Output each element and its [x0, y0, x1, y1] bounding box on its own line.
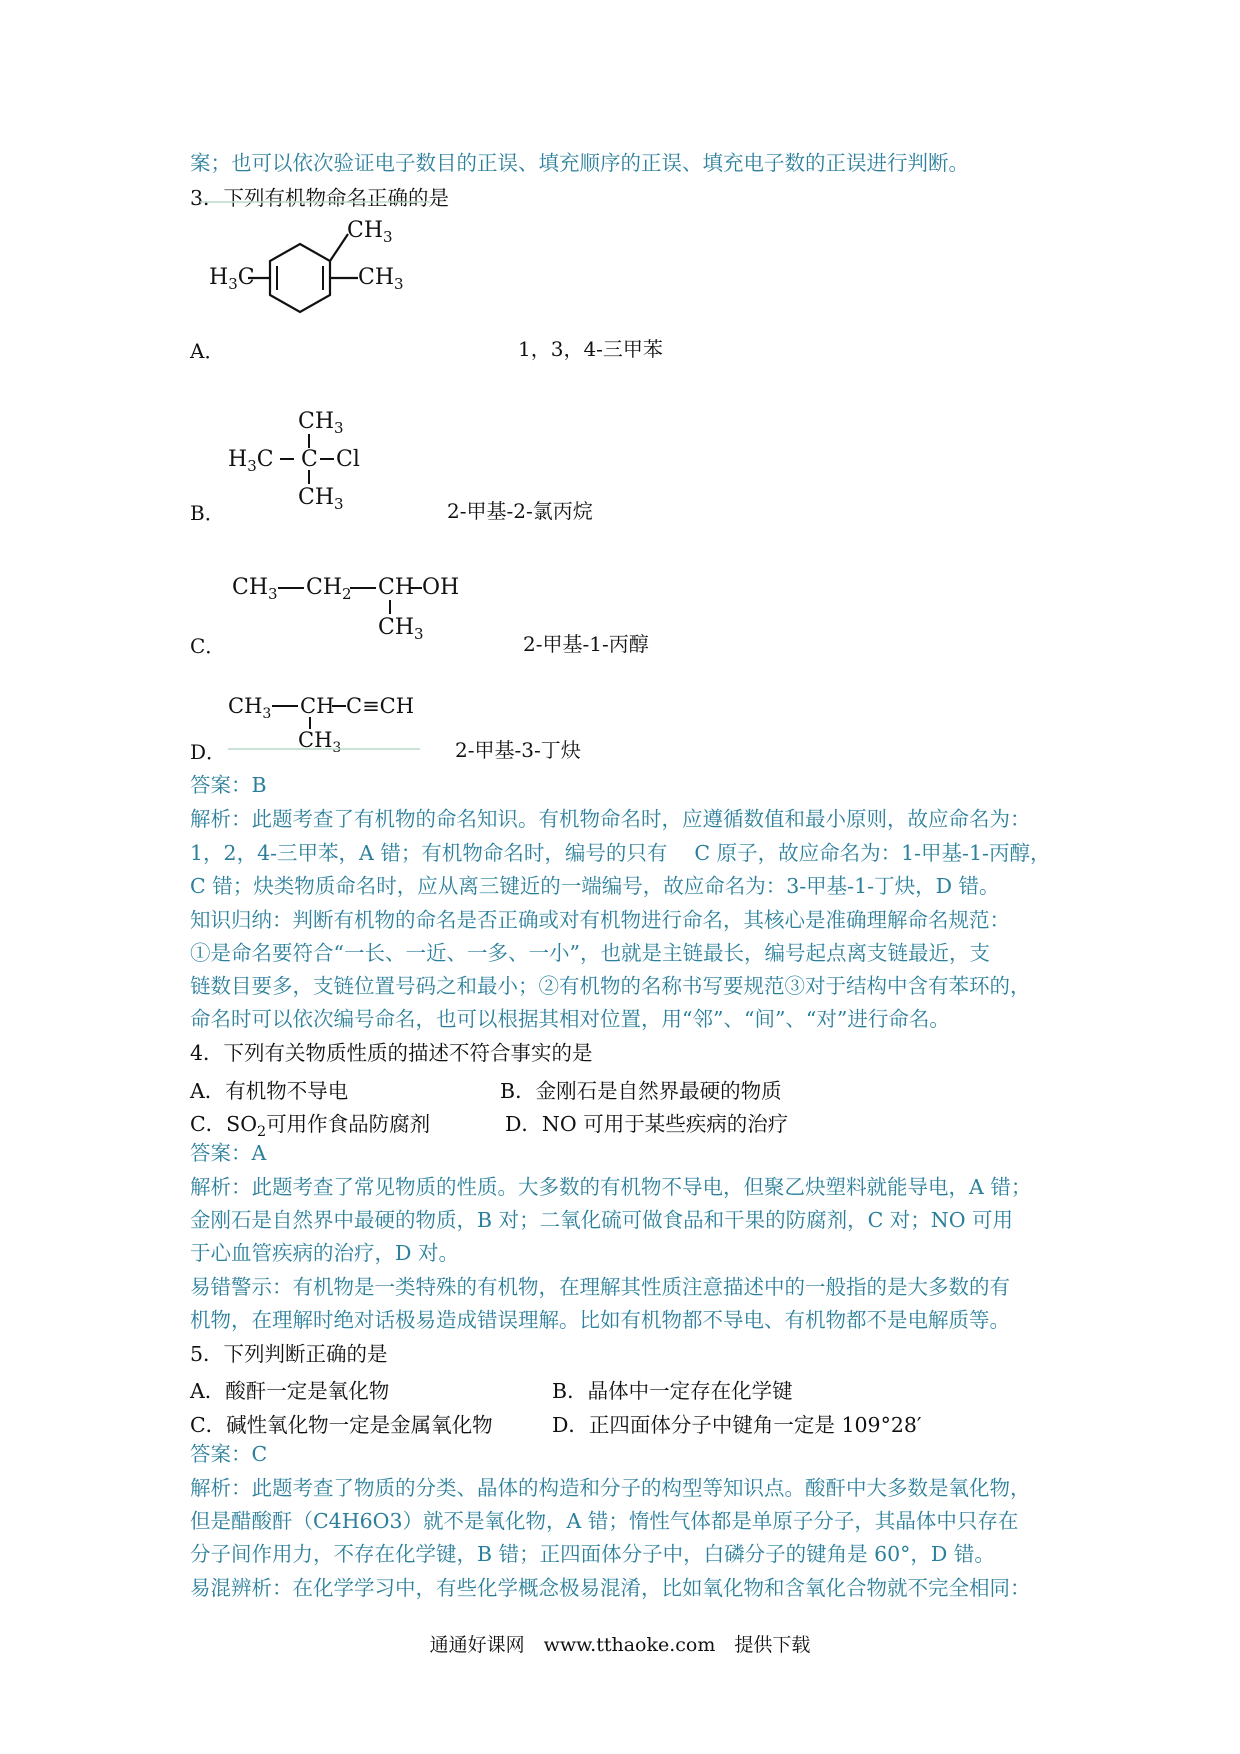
ch3-label: $CH_3$: [298, 728, 342, 756]
ch3-label: $CH_3$: [378, 615, 424, 643]
q4-option-c: C．$SO_2$可用作食品防腐剂: [190, 1112, 431, 1141]
text-line: 但是醋酸酐（C4H6O3）就不是氧化物，A 错；惰性气体都是单原子分子，其晶体中只存在: [190, 1509, 1019, 1533]
triple-bond-label: C≡CH: [346, 694, 415, 718]
ch3-label: $CH_3$: [228, 694, 272, 722]
answer-5: 答案：C: [190, 1442, 268, 1466]
answer-3: 答案：B: [190, 773, 267, 797]
answer-4: 答案：A: [190, 1141, 267, 1165]
q5-option-d: D．正四面体分子中键角一定是 109°28′: [552, 1413, 922, 1437]
structure-c: [232, 570, 492, 650]
option-a-name: 1，3，4-三甲苯: [518, 337, 663, 361]
ch3-label: $CH_3$: [358, 265, 404, 293]
question-5: 5．下列判断正确的是: [190, 1342, 388, 1366]
text-line: C 错；炔类物质命名时，应从离三键近的一端编号，故应命名为：3-甲基-1-丁炔，D 错。: [190, 874, 1000, 898]
text-line: ①是命名要符合“一长、一近、一多、一小”，也就是主链最长，编号起点离支链最近，支: [190, 941, 990, 965]
text-line: 机物，在理解时绝对话极易造成错误理解。比如有机物都不导电、有机物都不是电解质等。: [190, 1308, 1010, 1332]
text-line: 易混辨析：在化学学习中，有些化学概念极易混淆，比如氧化物和含氧化合物就不完全相同：: [190, 1576, 1031, 1600]
ch3-label: $CH_3$: [347, 218, 393, 246]
option-c-label: C．: [190, 634, 226, 658]
question-3: 3．下列有机物命名正确的是: [190, 186, 450, 210]
h3c-label: $H_3C$: [228, 447, 274, 475]
page-footer: 通通好课网 www.tthaoke.com 提供下载: [429, 1634, 811, 1656]
text-line: 1，2，4-三甲苯，A 错；有机物命名时，编号的只有 C 原子，故应命名为：1-甲基-1-丙醇，: [190, 841, 1051, 865]
ch-label: CH: [378, 575, 415, 600]
text-line: 链数目要多，支链位置号码之和最小；②有机物的名称书写要规范③对于结构中含有苯环的，: [190, 974, 1031, 998]
option-a-label: A．: [190, 339, 225, 363]
q4-option-d: D．NO 可用于某些疾病的治疗: [505, 1112, 789, 1136]
text-line: 解析：此题考查了有机物的命名知识。有机物命名时，应遵循数值和最小原则，故应命名为：: [190, 807, 1031, 831]
option-d-name: 2-甲基-3-丁炔: [455, 738, 581, 762]
h3c-label: $H_3C$: [209, 265, 255, 293]
structure-a: [200, 200, 460, 340]
q4-option-a: A．有机物不导电: [190, 1079, 349, 1103]
option-c-name: 2-甲基-1-丙醇: [523, 632, 649, 656]
ch3-label: $CH_3$: [232, 575, 278, 603]
text-line: 分子间作用力，不存在化学键，B 错；正四面体分子中，白磷分子的键角是 60°，D 错。: [190, 1542, 995, 1566]
q4-option-b: B．金刚石是自然界最硬的物质: [500, 1079, 782, 1103]
text-line: 知识归纳：判断有机物的命名是否正确或对有机物进行命名，其核心是准确理解命名规范：: [190, 908, 1010, 932]
option-b-label: B．: [190, 501, 225, 525]
structure-d: [228, 685, 458, 755]
option-b-name: 2-甲基-2-氯丙烷: [447, 499, 593, 523]
text-line: 命名时可以依次编号命名，也可以根据其相对位置，用“邻”、“间”、“对”进行命名。: [190, 1007, 950, 1031]
structure-b: [228, 400, 388, 520]
ch3-label: $CH_3$: [298, 409, 344, 437]
cl-label: Cl: [336, 447, 360, 472]
carbon-label: C: [301, 447, 318, 472]
option-d-label: D．: [190, 740, 227, 764]
ch2-label: $CH_2$: [306, 575, 352, 603]
text-line: 解析：此题考查了物质的分类、晶体的构造和分子的构型等知识点。酸酐中大多数是氧化物，: [190, 1476, 1031, 1500]
oh-label: OH: [422, 575, 460, 600]
ch3-label: $CH_3$: [298, 485, 344, 513]
q5-option-c: C．碱性氧化物一定是金属氧化物: [190, 1413, 493, 1437]
ch-label: CH: [300, 694, 335, 718]
text-line: 案；也可以依次验证电子数目的正误、填充顺序的正误、填充电子数的正误进行判断。: [190, 151, 969, 175]
text-line: 于心血管疾病的治疗，D 对。: [190, 1241, 459, 1265]
q5-option-a: A．酸酐一定是氧化物: [190, 1379, 390, 1403]
q5-option-b: B．晶体中一定存在化学键: [552, 1379, 793, 1403]
text-line: 易错警示：有机物是一类特殊的有机物，在理解其性质注意描述中的一般指的是大多数的有: [190, 1275, 1010, 1299]
text-line: 解析：此题考查了常见物质的性质。大多数的有机物不导电，但聚乙炔塑料就能导电，A 错；: [190, 1175, 1032, 1199]
question-4: 4．下列有关物质性质的描述不符合事实的是: [190, 1041, 593, 1065]
text-line: 金刚石是自然界中最硬的物质，B 对；二氧化硫可做食品和干果的防腐剂，C 对；NO 可用: [190, 1208, 1014, 1232]
